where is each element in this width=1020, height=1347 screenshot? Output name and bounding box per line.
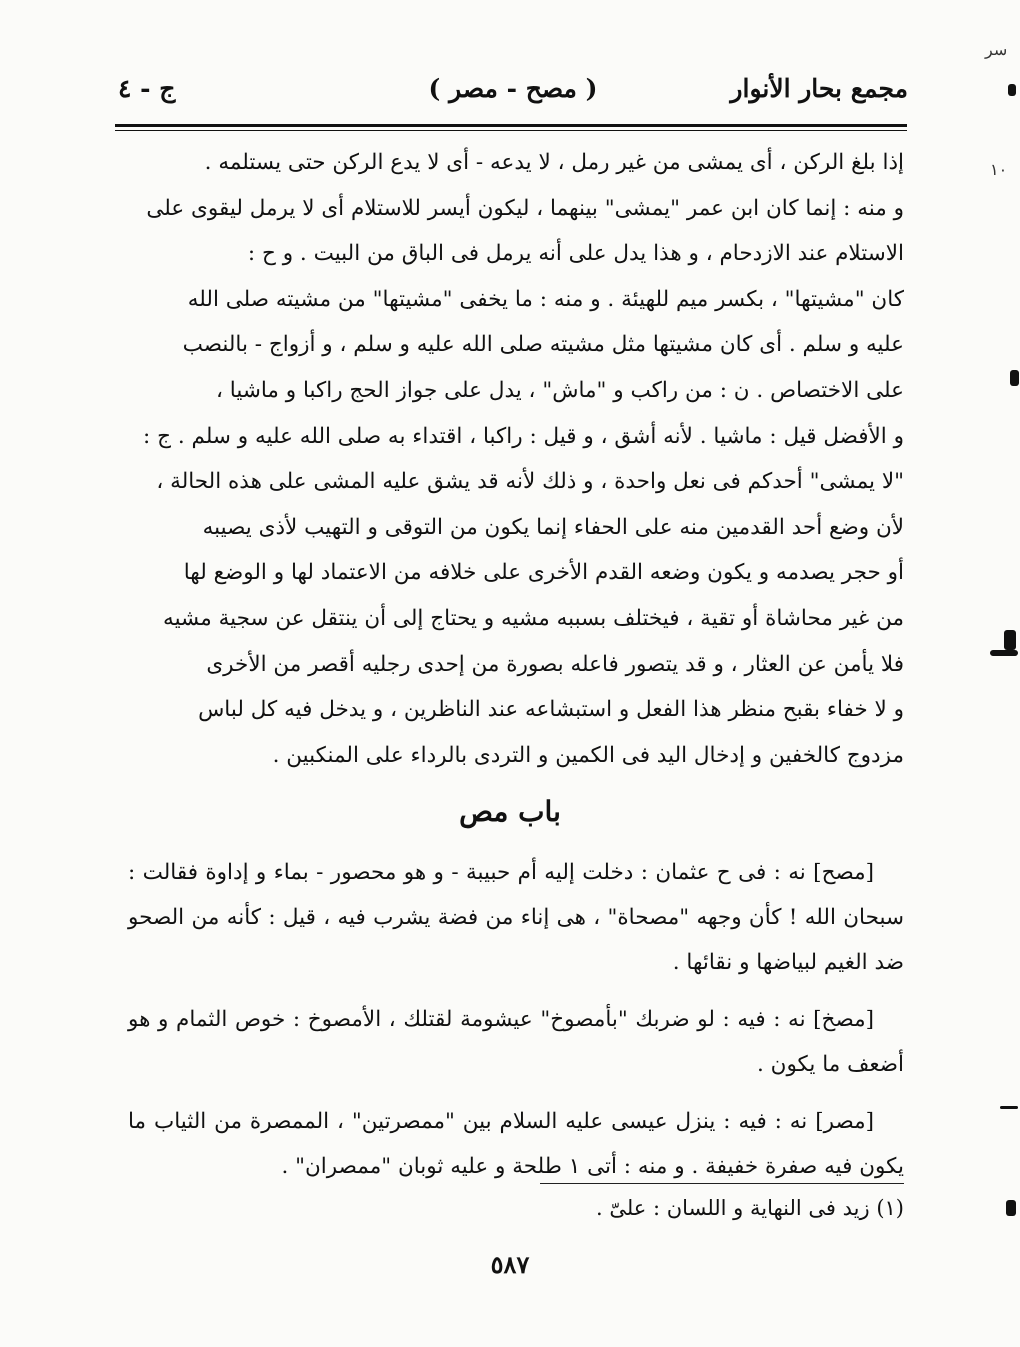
entry-misr: [مصر] نه : فيه : ينزل عيسى عليه السلام بين "ممصرتين" ، الممصرة من الثياب ما يكون فيه صفرة خفيفة . و منه : أتى ١ طلحة و عليه ثوبان "ممصران" .	[128, 1109, 904, 1179]
footnote-rule	[540, 1183, 904, 1184]
text-line: كان "مشيتها" ، بكسر ميم للهيئة . و منه : ما يخفى "مشيتها" من مشيته صلى الله	[187, 286, 904, 312]
text-line: لأن وضع أحد القدمين منه على الحفاء إنما يكون من التوقى و التهيب لأذى يصيبه	[202, 514, 904, 540]
text-line: أو حجر يصدمه و يكون وضعه القدم الأخرى على خلافه من الاعتماد لها و الوضع لها	[183, 560, 904, 586]
section-heading: باب مص	[459, 795, 561, 828]
text-line: على الاختصاص . ن : من راكب و "ماش" ، يدل على جواز الحج راكبا و ماشيا ،	[216, 377, 904, 403]
scan-blot	[1004, 630, 1016, 650]
section-range: ( مصح - مصر )	[428, 74, 598, 103]
text-line: الاستلام عند الازدحام ، و هذا يدل على أنه يرمل فى الباق من البيت . و ح :	[247, 241, 904, 267]
main-text	[128, 140, 904, 778]
text-line: من غير محاشاة أو تقية ، فيختلف بسببه مشيه و يحتاج إلى أن ينتقل عن سجية مشيه	[163, 605, 904, 631]
entry-masah: [مصح] نه : فى ح عثمان : دخلت إليه أم حبيبة - و هو محصور - بماء و إداوة فقالت : سبحان الله ! كأن وجهه "مصحاة" ، هى إناء من فضة يشرب فيه ، قيل : كأنه من الصحو ضد الغيم لبياضها و نقائها .	[128, 860, 904, 975]
scan-blot	[1008, 84, 1016, 96]
footnote: (١) زيد فى النهاية و اللسان : علىّ .	[596, 1196, 904, 1220]
text-line: مزدوج كالخفين و إدخال اليد فى الكمين و التردى بالرداء على المنكبين .	[272, 742, 904, 768]
text-line: و لا خفاء بقبح منظر هذا الفعل و استبشاعه عند الناظرين ، و يدخل فيه كل لباس	[198, 697, 904, 723]
volume-label: ج - ٤	[118, 74, 176, 103]
text-line: فلا يأمن عن العثار ، و قد يتصور فاعله بصورة من إحدى رجليه أقصر من الأخرى	[206, 651, 904, 677]
header-rule-thick	[115, 124, 907, 127]
margin-line-marker: ١٠	[990, 160, 1008, 179]
header-rule-thin	[115, 130, 907, 131]
text-line: عليه و سلم . أى كان مشيتها مثل مشيته صلى الله عليه و سلم ، و أزواج - بالنصب	[182, 332, 904, 358]
running-header	[118, 70, 908, 118]
book-title: مجمع بحار الأنوار	[730, 74, 908, 103]
scan-blot	[1000, 1106, 1018, 1109]
page-number: ٥٨٧	[490, 1250, 530, 1279]
scan-blot	[990, 650, 1018, 656]
text-line: إذا بلغ الركن ، أى يمشى من غير رمل ، لا يدعه - أى لا يدع الركن حتى يستلمه .	[204, 150, 904, 175]
dictionary-entries	[128, 850, 904, 1201]
entry-masakh: [مصخ] نه : فيه : لو ضربك "بأمصوخ" عيشومة لقتلك ، الأمصوخ : خوص الثمام و هو أضعف ما يكون .	[128, 1007, 904, 1077]
text-line: و منه : إنما كان ابن عمر "يمشى" بينهما ، ليكون أيسر للاستلام أى لا يرمل ليقوى على	[146, 195, 904, 221]
text-line: "لا يمشى" أحدكم فى نعل واحدة ، و ذلك لأنه قد يشق عليه المشى على هذه الحالة ،	[156, 469, 904, 495]
margin-mark-top: سر	[985, 40, 1008, 59]
text-line: و الأفضل قيل : ماشيا . لأنه أشق ، و قيل : راكبا ، اقتداء به صلى الله عليه و سلم . ج :	[143, 423, 904, 449]
scan-blot	[1006, 1200, 1016, 1216]
scan-blot	[1010, 370, 1019, 386]
